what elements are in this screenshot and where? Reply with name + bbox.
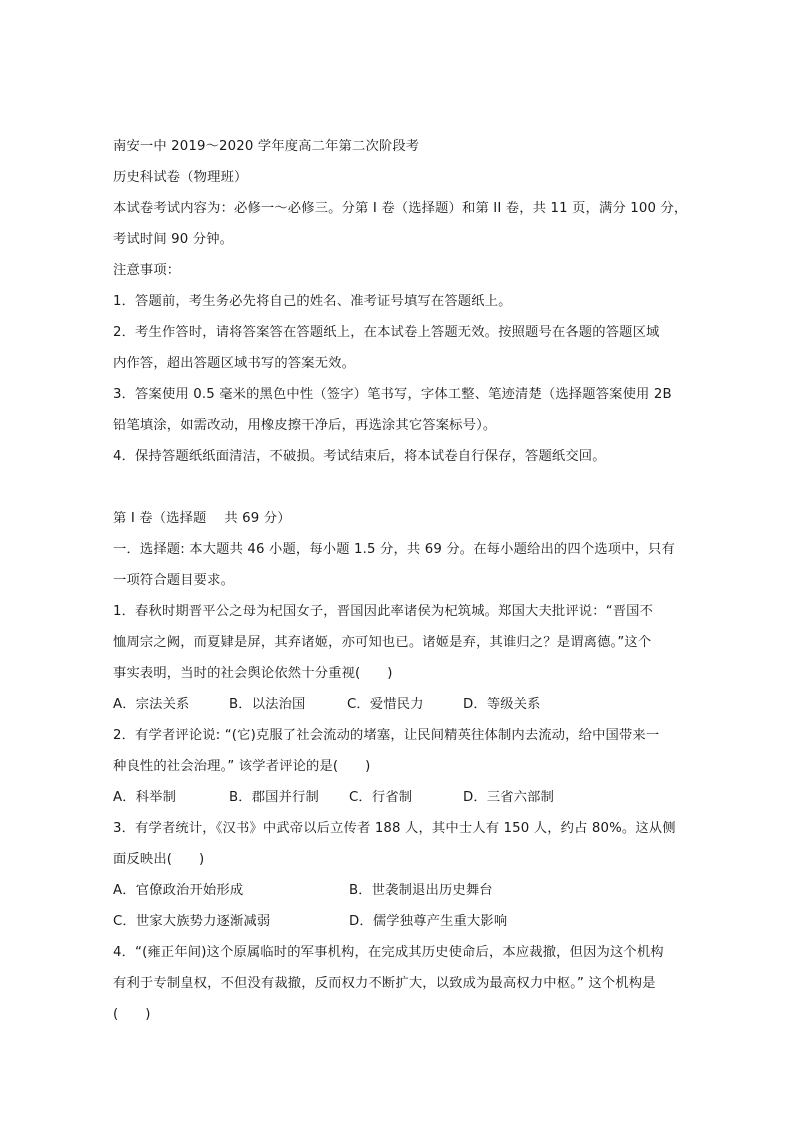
question-2-option-b: B．郡国并行制 bbox=[229, 790, 319, 805]
exam-title: 南安一中 2019～2020 学年度高二年第二次阶段考 bbox=[113, 139, 420, 154]
note-item-2-line-1: 2．考生作答时，请将答案答在答题纸上，在本试卷上答题无效。按照题号在各题的答题区域 bbox=[113, 325, 660, 340]
blank-line bbox=[113, 472, 685, 503]
question-3-options-row-1 bbox=[113, 875, 685, 906]
intro-line-2: 考试时间 90 分钟。 bbox=[113, 232, 234, 247]
question-2-option-a: A．科举制 bbox=[113, 790, 177, 805]
question-1-line-1: 1．春秋时期晋平公之母为杞国女子，晋国因此率诸侯为杞筑城。郑国大夫批评说：“晋国不 bbox=[113, 604, 654, 619]
question-3-option-a: A．官僚政治开始形成 bbox=[113, 883, 244, 898]
question-1-option-b: B．以法治国 bbox=[229, 697, 306, 712]
question-3-line-1: 3．有学者统计，《汉书》中武帝以后立传者 188 人，其中士人有 150 人，约占 80%。这从侧 bbox=[113, 821, 676, 836]
question-1-line-3: 事实表明，当时的社会舆论依然十分重视( ) bbox=[113, 666, 393, 681]
note-item-4: 4．保持答题纸纸面清洁，不破损。考试结束后，将本试卷自行保存，答题纸交回。 bbox=[113, 449, 606, 464]
question-1-options bbox=[113, 689, 685, 720]
question-1-option-d: D．等级关系 bbox=[463, 697, 541, 712]
question-2-options bbox=[113, 782, 685, 813]
question-4-line-2: 有利于专制皇权，不但没有裁撤，反而权力不断扩大，以致成为最高权力中枢。” 这个机构是 bbox=[113, 976, 656, 991]
note-item-2-line-2: 内作答，超出答题区域书写的答案无效。 bbox=[113, 356, 356, 371]
notes-heading: 注意事项： bbox=[113, 263, 181, 278]
section-title: 第 I 卷（选择题 共 69 分） bbox=[113, 511, 291, 526]
note-item-3-line-2: 铅笔填涂，如需改动，用橡皮擦干净后，再选涂其它答案标号）。 bbox=[113, 418, 497, 433]
question-3-options-row-2 bbox=[113, 906, 685, 937]
question-3-option-c: C．世家大族势力逐渐减弱 bbox=[113, 914, 271, 929]
question-2-line-1: 2．有学者评论说: “(它)克服了社会流动的堵塞，让民间精英往体制内去流动，给中国带来一 bbox=[113, 728, 660, 743]
question-1-line-2: 恤周宗之阙，而夏肄是屏，其弃诸姬，亦可知也已。诸姬是弃，其谁归之？是谓离德。”这个 bbox=[113, 635, 652, 650]
question-3-option-d: D．儒学独尊产生重大影响 bbox=[349, 914, 508, 929]
section-instruction-line-1: 一．选择题: 本大题共 46 小题，每小题 1.5 分，共 69 分。在每小题给出的四个选项中，只有 bbox=[113, 542, 675, 557]
question-2-line-2: 种良性的社会治理。” 该学者评论的是( ) bbox=[113, 759, 371, 774]
question-1-option-a: A．宗法关系 bbox=[113, 697, 190, 712]
question-2-option-c: C．行省制 bbox=[349, 790, 413, 805]
question-3-option-b: B．世袭制退出历史舞台 bbox=[349, 883, 493, 898]
question-1-option-c: C．爱惜民力 bbox=[347, 697, 424, 712]
question-3-line-2: 面反映出( ) bbox=[113, 852, 205, 867]
question-2-option-d: D．三省六部制 bbox=[463, 790, 555, 805]
question-4-line-1: 4．“(雍正年间)这个原属临时的军事机构，在完成其历史使命后，本应裁撤，但因为这个机构 bbox=[113, 945, 664, 960]
note-item-3-line-1: 3．答案使用 0.5 毫米的黑色中性（签字）笔书写，字体工整、笔迹清楚（选择题答案使用 2B bbox=[113, 387, 672, 402]
question-4-line-3: ( ) bbox=[113, 1007, 151, 1022]
subject-title: 历史科试卷（物理班） bbox=[113, 170, 248, 185]
document-body bbox=[113, 131, 688, 1030]
note-item-1: 1．答题前，考生务必先将自己的姓名、准考证号填写在答题纸上。 bbox=[113, 294, 512, 309]
section-instruction-line-2: 一项符合题目要求。 bbox=[113, 573, 235, 588]
intro-line-1: 本试卷考试内容为：必修一～必修三。分第 I 卷（选择题）和第 II 卷，共 11 页，满分 100 分， bbox=[113, 201, 688, 216]
